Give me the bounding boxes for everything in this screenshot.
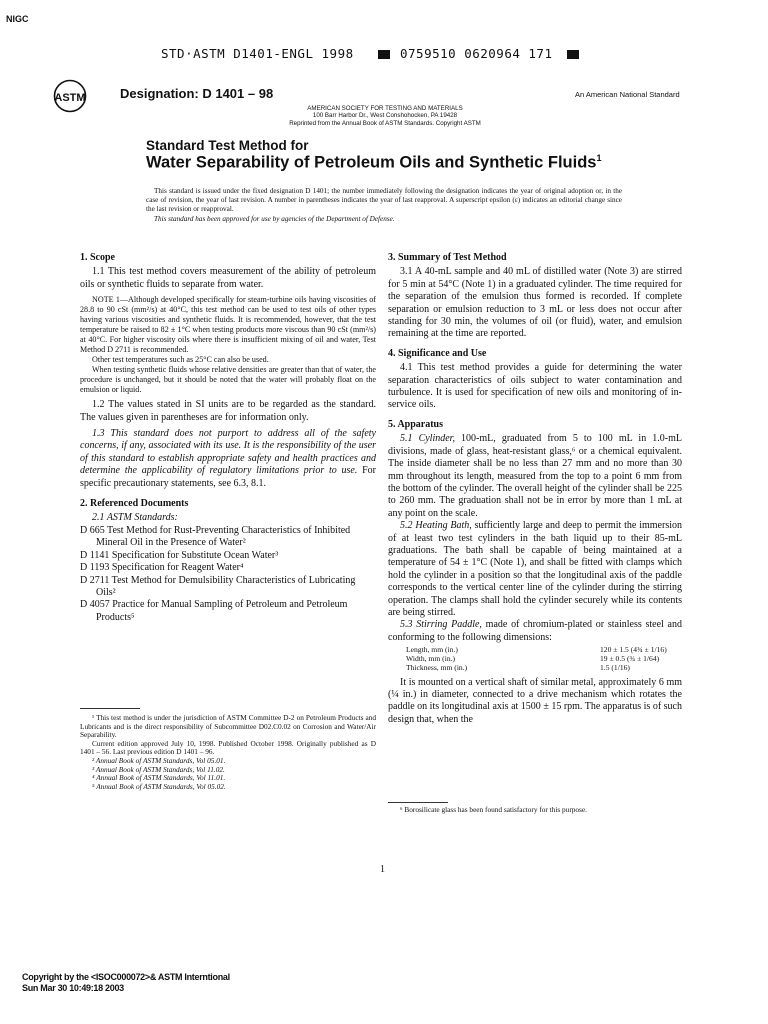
footnote-3: ³ Annual Book of ASTM Standards, Vol 11.02. bbox=[92, 764, 225, 774]
apparatus-heading: 5. Apparatus bbox=[388, 418, 444, 430]
header-code: STD·ASTM D1401-ENGL 1998 bbox=[161, 46, 354, 61]
header-square-2 bbox=[567, 50, 579, 59]
copyright-line: Copyright by the <ISOC000072>& ASTM Interntional bbox=[22, 972, 230, 982]
paddle-dimensions-table bbox=[388, 646, 682, 672]
title-line-2 bbox=[146, 153, 602, 173]
right-footnotes bbox=[388, 806, 682, 815]
note-1: NOTE 1—Although developed specifically for steam-turbine oils having viscosities of 28.8 to 90 cSt (mm²/s) at 40°C, this test method can be used to test oils of other types having various viscosities and synthetic fluids. It is recommended, however, that the test temperature be raised to 82 ± 1°C when testing products more viscous than 90 cSt (mm²/s) at 40°C. For higher viscosity oils where there is insufficient mixing of oil and water, Test Method D 2711 is recommended. bbox=[80, 295, 376, 355]
publisher-line-1: AMERICAN SOCIETY FOR TESTING AND MATERIALS bbox=[307, 105, 463, 112]
scope-1-2: 1.2 The values stated in SI units are to be regarded as the standard. The values given in parentheses are for information only. bbox=[80, 399, 376, 423]
publisher-line-3: Reprinted from the Annual Book of ASTM Standards. Copyright ASTM bbox=[289, 119, 481, 127]
footnote-rule bbox=[80, 708, 140, 709]
ref-d1193: D 1193 Specification for Reagent Water⁴ bbox=[80, 562, 244, 574]
page-number: 1 bbox=[380, 864, 385, 875]
referenced-documents-heading: 2. Referenced Documents bbox=[80, 498, 189, 510]
astm-standards-label: 2.1 ASTM Standards: bbox=[92, 512, 178, 524]
note-1-synthetic: When testing synthetic fluids whose relative densities are greater than that of water, the procedure is unchanged, but it should be noted that the water will probably float on the emulsion or liquid. bbox=[80, 365, 376, 395]
apparatus-5-3-label: 5.3 Stirring Paddle, bbox=[400, 619, 482, 631]
right-column bbox=[388, 252, 682, 726]
scope-1-3-ref: For specific precautionary statements, see 6.3, 8.1. bbox=[80, 465, 376, 489]
preamble-issue-note: This standard is issued under the fixed designation D 1401; the number immediately following the designation indicates the year of original adoption or, in the case of revision, the year of last revision. A number in parentheses indicates the year of last reapproval. A superscript epsilon (ε) indicates an editorial change since the last revision or reapproval. bbox=[146, 187, 622, 214]
svg-text:ASTM: ASTM bbox=[54, 92, 86, 104]
preamble bbox=[146, 187, 622, 224]
apparatus-5-2-text: sufficiently large and deep to permit the immersion of at least two test cylinders in the bath liquid up to their 85-mL graduations. The bath shall be capable of being maintained at a temperature of 54 ± 1°C (Note 1), and shall be fitted with clamps which hold the cylinder in a position so that the longitudinal axis of the paddle corresponds to the vertical center line of the cylinder during the stirring operation. The clamps shall hold the cylinder securely while its contents are being stirred. bbox=[388, 520, 682, 618]
preamble-dod-note: This standard has been approved for use by agencies of the Department of Defense. bbox=[154, 214, 395, 223]
national-standard: An American National Standard bbox=[575, 90, 680, 99]
apparatus-5-1-text: 100-mL, graduated from 5 to 100 mL in 1.0-mL divisions, made of glass, heat-resistant glass,⁶ or a chemical equivalent. The inside diameter shall be no less than 27 mm and no more than 30 mm throughout its length, measured from the top to a point 6 mm from the bottom of the cylinder. The overall height of the cylinder shall be 225 to 260 mm. The graduation shall not be in error by more than 1 mL at any point on the scale. bbox=[388, 433, 682, 519]
footnote-5: ⁵ Annual Book of ASTM Standards, Vol 05.02. bbox=[92, 781, 226, 791]
dimension-value: 19 ± 0.5 (¾ ± 1/64) bbox=[600, 653, 660, 663]
scope-1-3 bbox=[80, 428, 376, 490]
dimension-label: Thickness, mm (in.) bbox=[406, 662, 468, 672]
dimension-value: 120 ± 1.5 (4¾ ± 1/16) bbox=[600, 645, 667, 655]
astm-logo-icon bbox=[53, 79, 87, 113]
summary-heading: 3. Summary of Test Method bbox=[388, 252, 507, 263]
title-main: Water Separability of Petroleum Oils and Synthetic Fluids bbox=[146, 153, 597, 172]
significance-4-1: 4.1 This test method provides a guide for determining the water separation characteristics of oils subject to water contamination and turbulence. It is used for specification of new oils and monitoring of in-service oils. bbox=[388, 362, 682, 411]
note-1-temperatures: Other test temperatures such as 25°C can also be used. bbox=[92, 355, 269, 365]
header-square-1 bbox=[378, 50, 390, 59]
left-column bbox=[80, 252, 376, 624]
apparatus-5-2-label: 5.2 Heating Bath, bbox=[400, 520, 472, 532]
header-barcode: 0759510 0620964 171 bbox=[400, 46, 553, 61]
corner-mark: NIGC bbox=[6, 14, 29, 24]
dimension-label: Length, mm (in.) bbox=[406, 645, 458, 655]
scope-1-1: 1.1 This test method covers measurement of the ability of petroleum oils or synthetic fluids to separate from water. bbox=[80, 266, 376, 290]
dimension-value: 1.5 (1/16) bbox=[600, 662, 630, 672]
scope-heading: 1. Scope bbox=[80, 252, 115, 263]
apparatus-5-3 bbox=[388, 619, 682, 644]
designation: Designation: D 1401 – 98 bbox=[120, 86, 274, 101]
apparatus-5-2 bbox=[388, 520, 682, 619]
ref-d4057: D 4057 Practice for Manual Sampling of Petroleum and Petroleum Products⁵ bbox=[80, 599, 348, 623]
ref-d2711: D 2711 Test Method for Demulsibility Characteristics of Lubricating Oils² bbox=[80, 574, 356, 598]
publisher-block bbox=[250, 105, 520, 127]
left-footnotes bbox=[80, 714, 376, 791]
scope-1-3-caveat: 1.3 This standard does not purport to address all of the safety concerns, if any, associated with its use. It is the responsibility of the user of this standard to establish appropriate safety and health practices and determine the applicability of regulatory limitations prior to use. bbox=[80, 428, 376, 477]
title-line-1: Standard Test Method for bbox=[146, 138, 309, 153]
right-footnote-rule bbox=[388, 802, 448, 803]
paddle-mounting-text: It is mounted on a vertical shaft of similar metal, approximately 6 mm (¼ in.) in diameter, connected to a drive mechanism which rotates the paddle on its longitudinal axis at 1500 ± 15 rpm. The apparatus is of such design that, when the bbox=[388, 676, 682, 725]
summary-3-1: 3.1 A 40-mL sample and 40 mL of distilled water (Note 3) are stirred for 5 min at 54°C (Note 1) in a graduated cylinder. The time required for the separation of the emulsion thus formed is recorded. If complete separation or emulsion reduction to 3 mL or less does not occur after standing for 30 min, the volumes of oil (or fluid), water, and emulsion remaining at the time are reported. bbox=[388, 266, 682, 340]
publisher-line-2: 100 Barr Harbor Dr., West Conshohocken, PA 19428 bbox=[312, 112, 458, 120]
significance-heading: 4. Significance and Use bbox=[388, 347, 487, 359]
ref-d665: D 665 Test Method for Rust-Preventing Characteristics of Inhibited Mineral Oil in the Presence of Water² bbox=[80, 524, 351, 549]
apparatus-5-1-label: 5.1 Cylinder, bbox=[400, 433, 455, 445]
apparatus-5-3-text: made of chromium-plated or stainless steel and conforming to the following dimensions: bbox=[388, 619, 682, 643]
footnote-1: ¹ This test method is under the jurisdiction of ASTM Committee D-2 on Petroleum Products and Lubricants and is the direct responsibility of Subcommittee D02.C0.02 on Corrosion and Water/Air Separability. bbox=[80, 713, 376, 740]
dimension-label: Width, mm (in.) bbox=[406, 653, 456, 663]
footnote-2: ² Annual Book of ASTM Standards, Vol 05.01. bbox=[92, 755, 226, 765]
title-footnote-ref: 1 bbox=[596, 153, 602, 163]
dimension-row bbox=[388, 664, 682, 673]
copyright-date: Sun Mar 30 10:49:18 2003 bbox=[22, 983, 124, 993]
copyright-stamp bbox=[22, 972, 230, 994]
footnote-6: ⁶ Borosilicate glass has been found satisfactory for this purpose. bbox=[400, 805, 587, 814]
ref-d1141: D 1141 Specification for Substitute Ocean Water³ bbox=[80, 549, 279, 561]
footnote-4: ⁴ Annual Book of ASTM Standards, Vol 11.01. bbox=[92, 773, 226, 783]
footnote-edition: Current edition approved July 10, 1998. Published October 1998. Originally published as D 1401 – 56. Last previous edition D 1401 – 96. bbox=[80, 738, 376, 757]
apparatus-5-1 bbox=[388, 433, 682, 520]
